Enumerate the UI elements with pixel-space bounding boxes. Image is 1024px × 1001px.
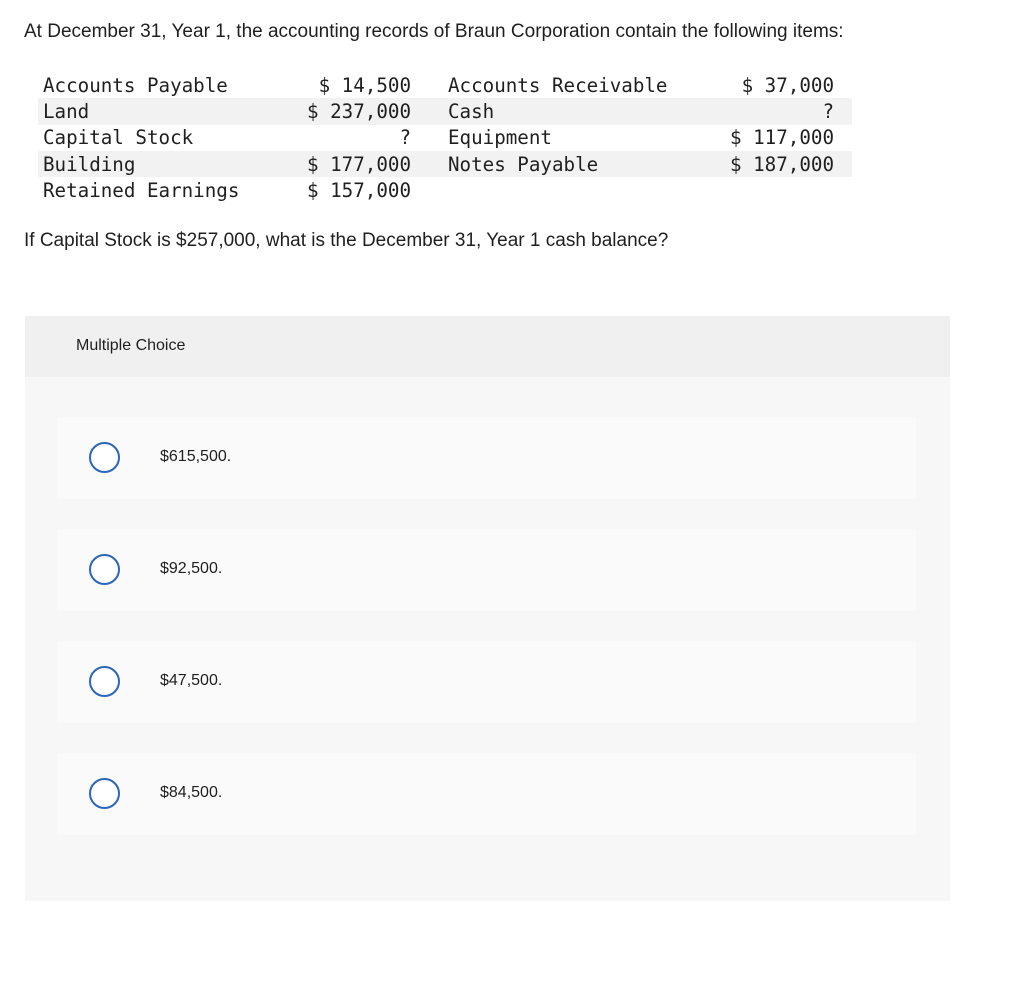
account-value: $ 37,000 <box>741 73 834 97</box>
table-row <box>38 177 852 203</box>
multiple-choice-label: Multiple Choice <box>76 337 186 354</box>
question-intro: At December 31, Year 1, the accounting records of Braun Corporation contain the following items: <box>24 21 844 42</box>
radio-button[interactable] <box>89 778 120 809</box>
answer-option-3[interactable] <box>57 641 916 723</box>
radio-button[interactable] <box>89 442 120 473</box>
answer-option-label: $615,500. <box>160 448 232 465</box>
account-name: Retained Earnings <box>43 178 240 202</box>
account-name <box>448 177 710 203</box>
account-value: ? <box>399 126 411 150</box>
account-value <box>710 177 852 203</box>
answer-option-label: $92,500. <box>160 560 223 577</box>
answer-option-1[interactable] <box>57 417 916 499</box>
column-gap <box>411 151 448 177</box>
column-gap <box>411 98 448 124</box>
account-name: Land <box>38 98 291 124</box>
account-name: Cash <box>448 98 710 124</box>
column-gap <box>411 125 448 151</box>
multiple-choice-header <box>25 316 950 377</box>
table-row <box>38 151 852 177</box>
account-name: Notes Payable <box>448 151 710 177</box>
column-gap <box>411 177 448 203</box>
account-value: ? <box>710 98 852 124</box>
account-value: $ 187,000 <box>710 151 852 177</box>
account-name: Accounts Payable <box>43 73 228 97</box>
table-row <box>38 72 852 98</box>
column-gap <box>411 72 448 98</box>
table-row <box>38 98 852 124</box>
account-name: Equipment <box>448 126 552 150</box>
account-name: Capital Stock <box>43 126 194 150</box>
radio-button[interactable] <box>89 666 120 697</box>
answer-option-label: $84,500. <box>160 784 223 801</box>
account-name: Accounts Receivable <box>448 73 668 97</box>
account-value: $ 117,000 <box>730 126 834 150</box>
radio-button[interactable] <box>89 554 120 585</box>
account-value: $ 157,000 <box>307 178 411 202</box>
accounts-table <box>38 72 852 203</box>
answer-option-4[interactable] <box>57 753 916 835</box>
multiple-choice-panel <box>25 316 950 901</box>
account-value: $ 177,000 <box>291 151 411 177</box>
account-value: $ 14,500 <box>318 73 411 97</box>
account-name: Building <box>38 151 291 177</box>
account-value: $ 237,000 <box>291 98 411 124</box>
question-text: If Capital Stock is $257,000, what is the December 31, Year 1 cash balance? <box>24 230 669 251</box>
table-row <box>38 125 852 151</box>
answer-option-2[interactable] <box>57 529 916 611</box>
answer-option-label: $47,500. <box>160 672 223 689</box>
